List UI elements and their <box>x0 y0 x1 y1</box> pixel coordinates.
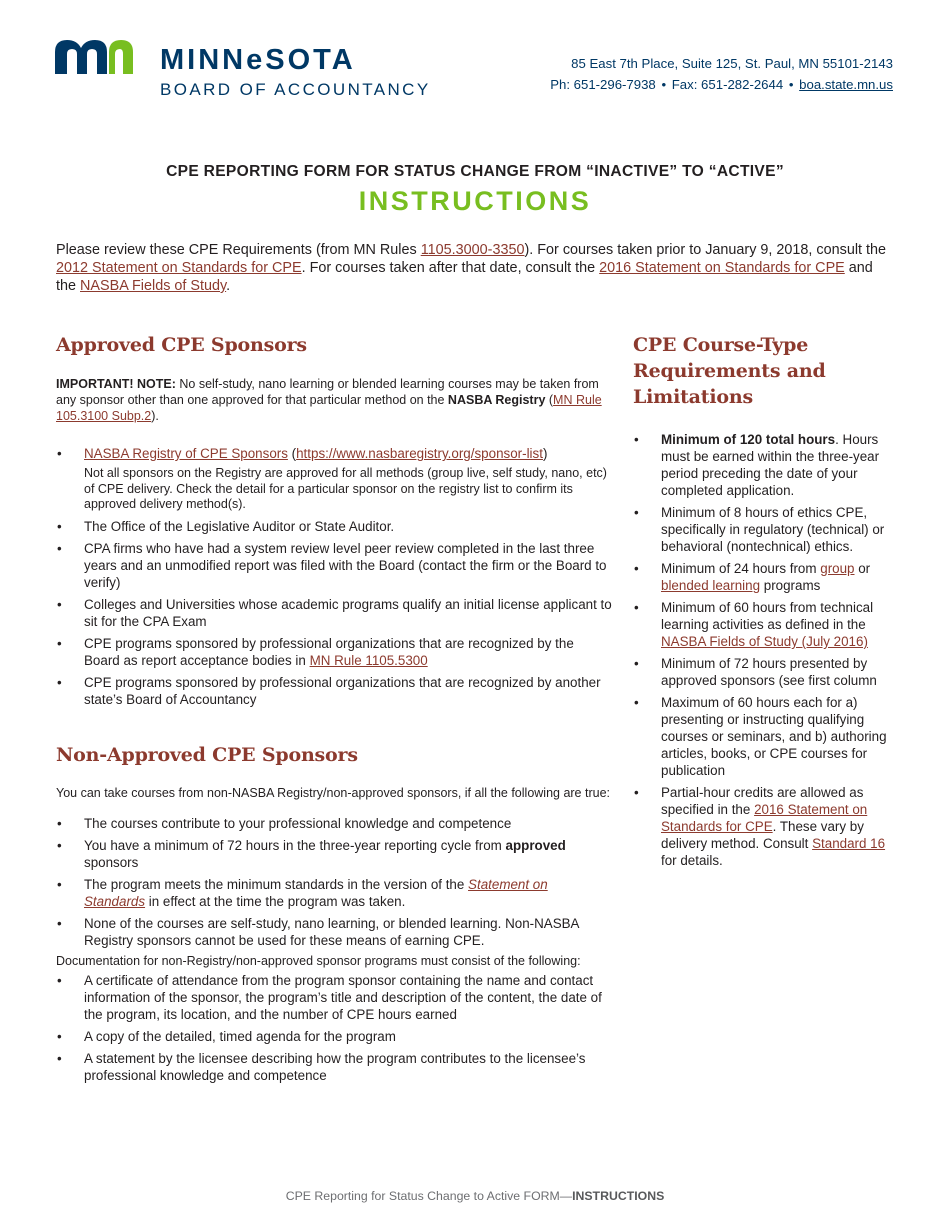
note-text: ( <box>545 393 554 407</box>
item-text: . Hours must be earned within the three-year period preceding the date of your completed application. <box>661 432 880 498</box>
list-item <box>56 674 612 708</box>
bullet: • <box>634 505 639 520</box>
item-text: The courses contribute to your professional knowledge and competence <box>84 816 512 831</box>
item-text: or <box>854 561 871 576</box>
bullet: • <box>57 446 62 461</box>
note-registry: NASBA Registry <box>447 393 546 407</box>
approved-sponsors-heading: Approved CPE Sponsors <box>56 334 307 356</box>
bullet: • <box>634 561 639 576</box>
intro-text: and the <box>56 260 873 294</box>
intro-text: ). For courses taken prior to January 9, 2018, consult the <box>524 242 887 258</box>
list-item <box>56 596 612 630</box>
statement-2012-link[interactable]: 2012 Statement on Standards for CPE <box>56 260 302 276</box>
item-text: CPA firms who have had a system review level peer review completed in the last three years and an unmodified report was filed with the Board (contact the firm or the Board to verify) <box>84 540 607 590</box>
note-text: ). <box>151 409 159 423</box>
note-text: No self-study, nano learning or blended learning courses may be taken from any sponsor other than one approved for that particular method on the <box>56 377 599 407</box>
phone: Ph: 651-296-7938 <box>550 77 656 92</box>
item-text: CPE programs sponsored by professional organizations that are recognized by another state’s Board of Accountancy <box>84 674 601 707</box>
item-text: None of the courses are self-study, nano learning, or blended learning. Non-NASBA Registry sponsors cannot be used for these means of earning CPE. <box>84 916 579 948</box>
bullet: • <box>57 972 62 988</box>
separator: • <box>788 77 794 92</box>
nasba-fields-link[interactable]: NASBA Fields of Study (July 2016) <box>661 634 868 649</box>
statement-2016-link[interactable]: 2016 Statement on Standards for CPE <box>599 260 845 276</box>
page-footer <box>0 1189 950 1203</box>
bullet: • <box>57 1050 62 1066</box>
bullet: • <box>634 656 639 671</box>
minnesota-logo-icon <box>55 38 141 74</box>
course-type-heading: CPE Course-Type Requirements and Limitations <box>633 334 826 408</box>
item-text: Partial-hour credits are allowed as specified in the <box>661 785 864 817</box>
item-text: CPE programs sponsored by professional organizations that are recognized by the Board as report acceptance bodies in <box>84 635 574 668</box>
list-item <box>56 815 612 832</box>
approved-list <box>56 445 612 708</box>
item-text: ( <box>287 446 297 461</box>
fields-of-study-link[interactable]: NASBA Fields of Study <box>80 278 227 294</box>
list-item <box>56 1028 612 1045</box>
item-text: for details. <box>661 853 723 868</box>
bullet: • <box>57 540 62 556</box>
item-bold: Minimum of 120 total hours <box>661 432 836 447</box>
item-text: The Office of the Legislative Auditor or State Auditor. <box>84 518 395 534</box>
website-link[interactable]: boa.state.mn.us <box>799 77 893 92</box>
list-item <box>56 876 612 910</box>
intro-text: . <box>226 278 231 294</box>
form-title: CPE REPORTING FORM FOR STATUS CHANGE FROM “INACTIVE” TO “ACTIVE” <box>166 163 784 180</box>
item-text: Minimum of 8 hours of ethics CPE, specifically in regulatory (technical) or behavioral (nontechnical) ethics. <box>661 505 885 554</box>
list-item <box>56 518 612 535</box>
item-text: Minimum of 72 hours presented by approved sponsors (see first column <box>661 656 877 688</box>
phone-line <box>550 74 893 95</box>
non-approved-intro: You can take courses from non-NASBA Registry/non-approved sponsors, if all the following are true: <box>56 785 610 800</box>
item-text: ) <box>542 446 548 461</box>
left-column <box>56 332 612 1089</box>
statement-2016-link[interactable]: 2016 Statement on Standards for CPE <box>661 802 868 834</box>
bullet: • <box>57 877 62 892</box>
right-column <box>633 332 901 874</box>
list-item <box>56 972 612 1023</box>
footer-text: CPE Reporting for Status Change to Active FORM— <box>285 1189 573 1203</box>
instructions-title: INSTRUCTIONS <box>358 186 592 216</box>
list-item <box>56 915 612 949</box>
intro-text: Please review these CPE Requirements (from MN Rules <box>56 242 421 258</box>
bullet: • <box>57 816 62 831</box>
mn-rule-105-link[interactable]: MN Rule 105.3100 Subp.2 <box>56 393 602 423</box>
separator: • <box>661 77 667 92</box>
rules-link[interactable]: 1105.3000-3350 <box>420 242 525 258</box>
list-item <box>56 540 612 591</box>
bullet: • <box>57 916 62 931</box>
item-text: The program meets the minimum standards in the version of the <box>84 877 469 892</box>
bullet: • <box>634 600 639 615</box>
bullet: • <box>57 596 62 612</box>
important-note <box>56 376 612 424</box>
list-item <box>56 445 612 513</box>
bullet: • <box>634 695 639 710</box>
item-text: Minimum of 60 hours from technical learning activities as defined in the <box>661 600 874 632</box>
bullet: • <box>634 432 639 447</box>
sponsor-list-url-link[interactable]: https://www.nasbaregistry.org/sponsor-list <box>296 446 543 461</box>
list-item <box>633 504 901 555</box>
item-bold: approved <box>505 838 566 853</box>
item-text: Minimum of 24 hours from <box>661 561 821 576</box>
mn-rule-1105-5300-link[interactable]: MN Rule 1105.5300 <box>309 652 428 668</box>
address: 85 East 7th Place, Suite 125, St. Paul, MN 55101-2143 <box>571 56 893 71</box>
item-text: A statement by the licensee describing how the program contributes to the licensee’s professional knowledge and competence <box>84 1050 586 1083</box>
org-subtitle: BOARD OF ACCOUNTANCY <box>160 80 431 99</box>
list-item <box>56 635 612 669</box>
standard-16-link[interactable]: Standard 16 <box>812 836 886 851</box>
item-text: programs <box>760 578 821 593</box>
bullet: • <box>57 518 62 534</box>
bullet: • <box>57 1028 62 1044</box>
group-link[interactable]: group <box>820 561 855 576</box>
intro-paragraph <box>56 241 896 295</box>
list-item <box>56 1050 612 1084</box>
list-item <box>633 694 901 779</box>
fax: Fax: 651-282-2644 <box>671 77 784 92</box>
footer-bold: INSTRUCTIONS <box>572 1189 665 1203</box>
blended-learning-link[interactable]: blended learning <box>661 578 761 593</box>
list-item <box>633 655 901 689</box>
item-text: Colleges and Universities whose academic programs qualify an initial license applicant to sit for the CPA Exam <box>84 596 612 629</box>
statement-on-standards-link[interactable]: Statement on Standards <box>84 877 548 909</box>
contact-block <box>550 53 893 95</box>
documentation-list <box>56 972 612 1084</box>
item-text: sponsors <box>84 855 139 870</box>
non-approved-sponsors-heading: Non-Approved CPE Sponsors <box>56 743 358 766</box>
nasba-registry-link[interactable]: NASBA Registry of CPE Sponsors <box>84 446 288 461</box>
list-item <box>633 784 901 869</box>
bullet: • <box>57 838 62 853</box>
bullet: • <box>57 635 62 651</box>
org-name: MINNeSOTA <box>160 44 356 76</box>
documentation-intro: Documentation for non-Registry/non-approved sponsor programs must consist of the following: <box>56 954 581 968</box>
bullet: • <box>57 674 62 690</box>
item-text: A certificate of attendance from the program sponsor containing the name and contact information of the sponsor, the program’s title and description of the content, the date of the program, its location, and the number of CPE hours earned <box>84 972 602 1022</box>
page-header <box>0 0 950 110</box>
course-type-list <box>633 431 901 869</box>
list-item <box>633 599 901 650</box>
bullet: • <box>634 785 639 800</box>
intro-text: . For courses taken after that date, consult the <box>301 260 600 276</box>
registry-subnote: Not all sponsors on the Registry are approved for all methods (group live, self study, nano, etc) of CPE delivery. Check the detail for a particular sponsor on the registry list to confirm its approved delivery method(s). <box>84 466 607 511</box>
item-text: . These vary by delivery method. Consult <box>661 819 864 851</box>
non-approved-list <box>56 815 612 949</box>
item-text: You have a minimum of 72 hours in the three-year reporting cycle from <box>84 838 506 853</box>
list-item <box>633 560 901 594</box>
item-text: in effect at the time the program was taken. <box>145 894 406 909</box>
list-item <box>56 837 612 871</box>
item-text: A copy of the detailed, timed agenda for the program <box>84 1028 396 1044</box>
note-label: IMPORTANT! NOTE: <box>56 377 176 391</box>
list-item <box>633 431 901 499</box>
item-text: Maximum of 60 hours each for a) presenting or instructing qualifying courses or seminars, and b) authoring articles, books, or CPE courses for publication <box>661 695 887 778</box>
